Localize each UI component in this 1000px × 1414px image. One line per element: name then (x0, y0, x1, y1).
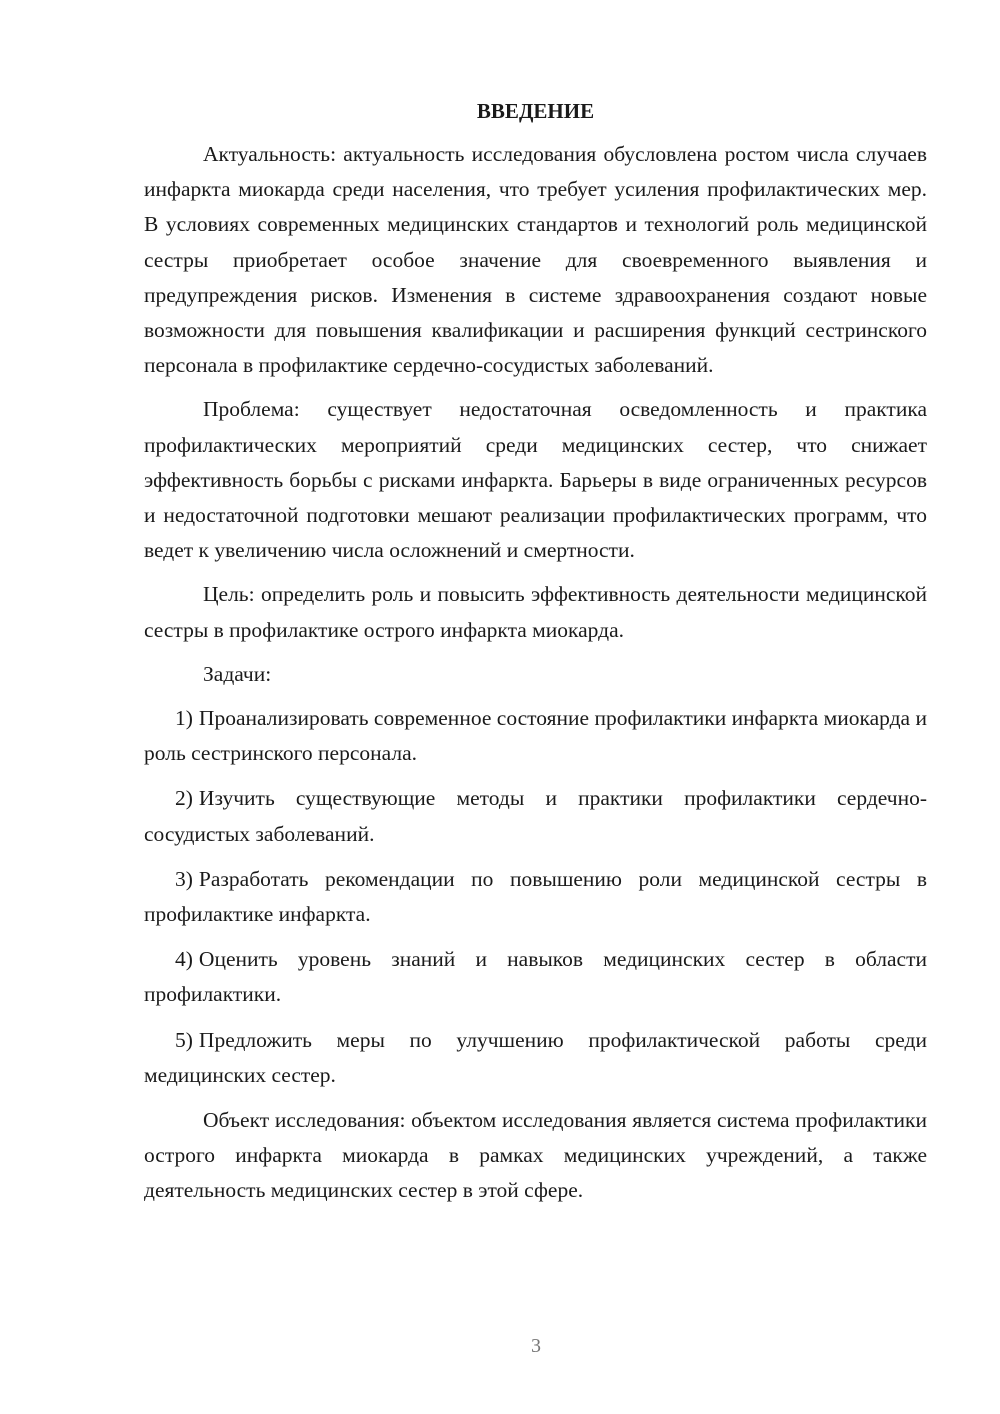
task-item (144, 781, 927, 851)
task-text: Изучить существующие методы и практики профилактики сердечно-сосудистых заболеваний. (144, 786, 927, 846)
page-number: 3 (531, 1335, 541, 1357)
task-number: 5) (175, 1027, 193, 1052)
task-item (144, 1023, 927, 1093)
tasks-heading: Задачи: (203, 661, 272, 686)
task-number: 4) (175, 947, 193, 972)
task-text: Оценить уровень знаний и навыков медицинских сестер в области профилактики. (144, 947, 927, 1007)
task-number: 2) (175, 786, 193, 811)
task-text: Предложить меры по улучшению профилактической работы среди медицинских сестер. (144, 1027, 927, 1087)
goal-paragraph: Цель: определить роль и повысить эффективность деятельности медицинской сестры в профилактике острого инфаркта миокарда. (144, 582, 927, 642)
tasks-list (144, 701, 927, 1093)
page-content (144, 97, 927, 1218)
problem-paragraph: Проблема: существует недостаточная осведомленность и практика профилактических мероприятий среди медицинских сестер, что снижает эффективность борьбы с рисками инфаркта. Барьеры в виде ограниченных ресурсов и недостаточной подготовки мешают реализации профилактических программ, что ведет к увеличению числа осложнений и смертности. (144, 397, 927, 563)
task-item (144, 701, 927, 771)
task-text: Разработать рекомендации по повышению роли медицинской сестры в профилактике инфаркта. (144, 866, 927, 927)
task-number: 3) (175, 866, 193, 891)
task-text: Проанализировать современное состояние профилактики инфаркта миокарда и роль сестринского персонала. (144, 706, 927, 766)
task-item (144, 862, 927, 932)
page-title: ВВЕДЕНИЕ (476, 99, 595, 123)
task-number: 1) (175, 706, 193, 731)
object-paragraph: Объект исследования: объектом исследования является система профилактики острого инфаркта миокарда в рамках медицинских учреждений, а также деятельность медицинских сестер в этой сфере. (144, 1108, 927, 1203)
relevance-paragraph: Актуальность: актуальность исследования обусловлена ростом числа случаев инфаркта миокарда среди населения, что требует усиления профилактических мер. В условиях современных медицинских стандартов и технологий роль медицинской сестры приобретает особое значение для своевременного выявления и предупреждения рисков. Изменения в системе здравоохранения создают новые возможности для повышения квалификации и расширения функций сестринского персонала в профилактике сердечно-сосудистых заболеваний. (144, 142, 927, 378)
task-item (144, 942, 927, 1012)
